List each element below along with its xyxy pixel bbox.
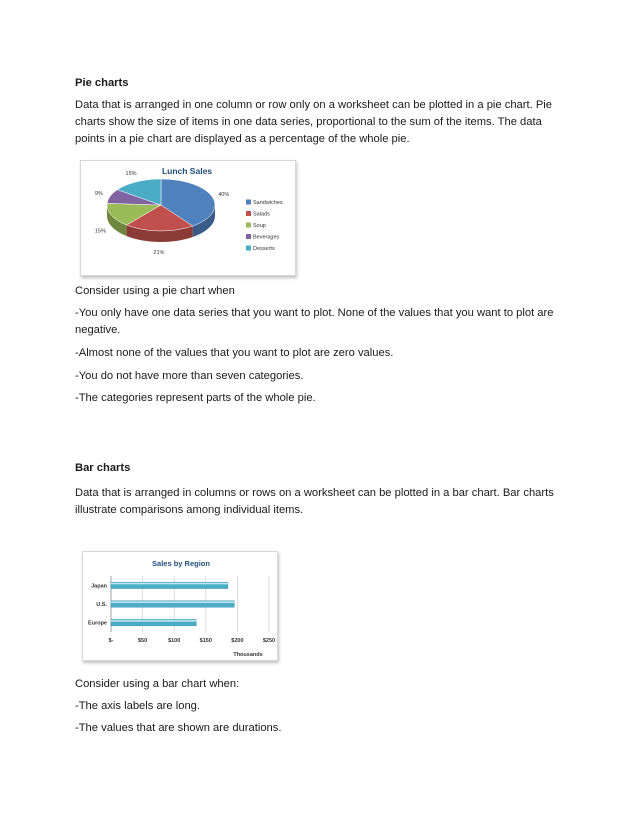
- x-tick-label: $200: [231, 638, 244, 644]
- chart-title: Sales by Region: [152, 559, 210, 568]
- chart-title: Lunch Sales: [161, 166, 213, 176]
- pie-chart: [81, 161, 295, 275]
- pie-percent-label: 15%: [94, 228, 106, 235]
- x-tick-label: $50: [138, 638, 148, 644]
- legend-label: Sandwiches: [253, 200, 283, 206]
- x-tick-label: $250: [262, 638, 276, 644]
- bar-chart: [83, 552, 277, 660]
- pie-percent-label: 9%: [94, 190, 103, 197]
- legend-swatch: [246, 246, 251, 251]
- pie-consider-text: Consider using a pie chart when: [75, 285, 235, 297]
- bar-chart-figure: [82, 551, 278, 661]
- legend-swatch: [246, 234, 251, 239]
- legend-swatch: [246, 223, 251, 228]
- bar-intro-paragraph: Data that is arranged in columns or rows on a worksheet can be plotted in a bar chart. Bar charts illustrate comparisons among individual items.: [75, 487, 554, 516]
- legend-label: Salads: [253, 211, 270, 218]
- y-category-label: U.S.: [96, 602, 107, 608]
- pie-intro-paragraph: Data that is arranged in one column or row only on a worksheet can be plotted in a pie chart. Pie charts show the size of items in one data series, proportional to the sum of the items. The data points in a pie chart are displayed as a percentage of the whole pie.: [75, 99, 552, 145]
- pie-chart-figure: [80, 160, 296, 276]
- y-category-label: Japan: [91, 583, 107, 590]
- x-axis-label: Thousands: [233, 652, 263, 658]
- y-category-label: Europe: [88, 620, 107, 627]
- bar-highlight: [111, 583, 228, 585]
- pie-bullet: -You only have one data series that you want to plot. None of the values that you want to plot are negative.: [75, 307, 554, 336]
- bar-highlight: [111, 601, 234, 603]
- legend-label: Soup: [253, 223, 266, 229]
- bar-bullet: -The values that are shown are durations.: [75, 722, 282, 734]
- legend-swatch: [246, 200, 251, 205]
- pie-bullet: -You do not have more than seven categories.: [75, 370, 304, 382]
- pie-bullet: -The categories represent parts of the whole pie.: [75, 392, 316, 404]
- pie-percent-label: 21%: [153, 249, 165, 256]
- bar-bullet: -The axis labels are long.: [75, 700, 200, 712]
- x-tick-label: $-: [108, 638, 114, 644]
- bar-highlight: [111, 620, 196, 622]
- legend-label: Desserts: [253, 246, 275, 252]
- legend-swatch: [246, 211, 251, 216]
- pie-percent-label: 40%: [218, 191, 230, 198]
- pie-percent-label: 15%: [125, 170, 137, 177]
- pie-bullet: -Almost none of the values that you want to plot are zero values.: [75, 347, 394, 359]
- bar-consider-text: Consider using a bar chart when:: [75, 678, 240, 690]
- x-tick-label: $150: [199, 638, 212, 644]
- legend-label: Beverages: [253, 234, 280, 241]
- bar-section-heading: Bar charts: [75, 462, 131, 474]
- x-tick-label: $100: [168, 638, 181, 644]
- pie-section-heading: Pie charts: [75, 77, 129, 89]
